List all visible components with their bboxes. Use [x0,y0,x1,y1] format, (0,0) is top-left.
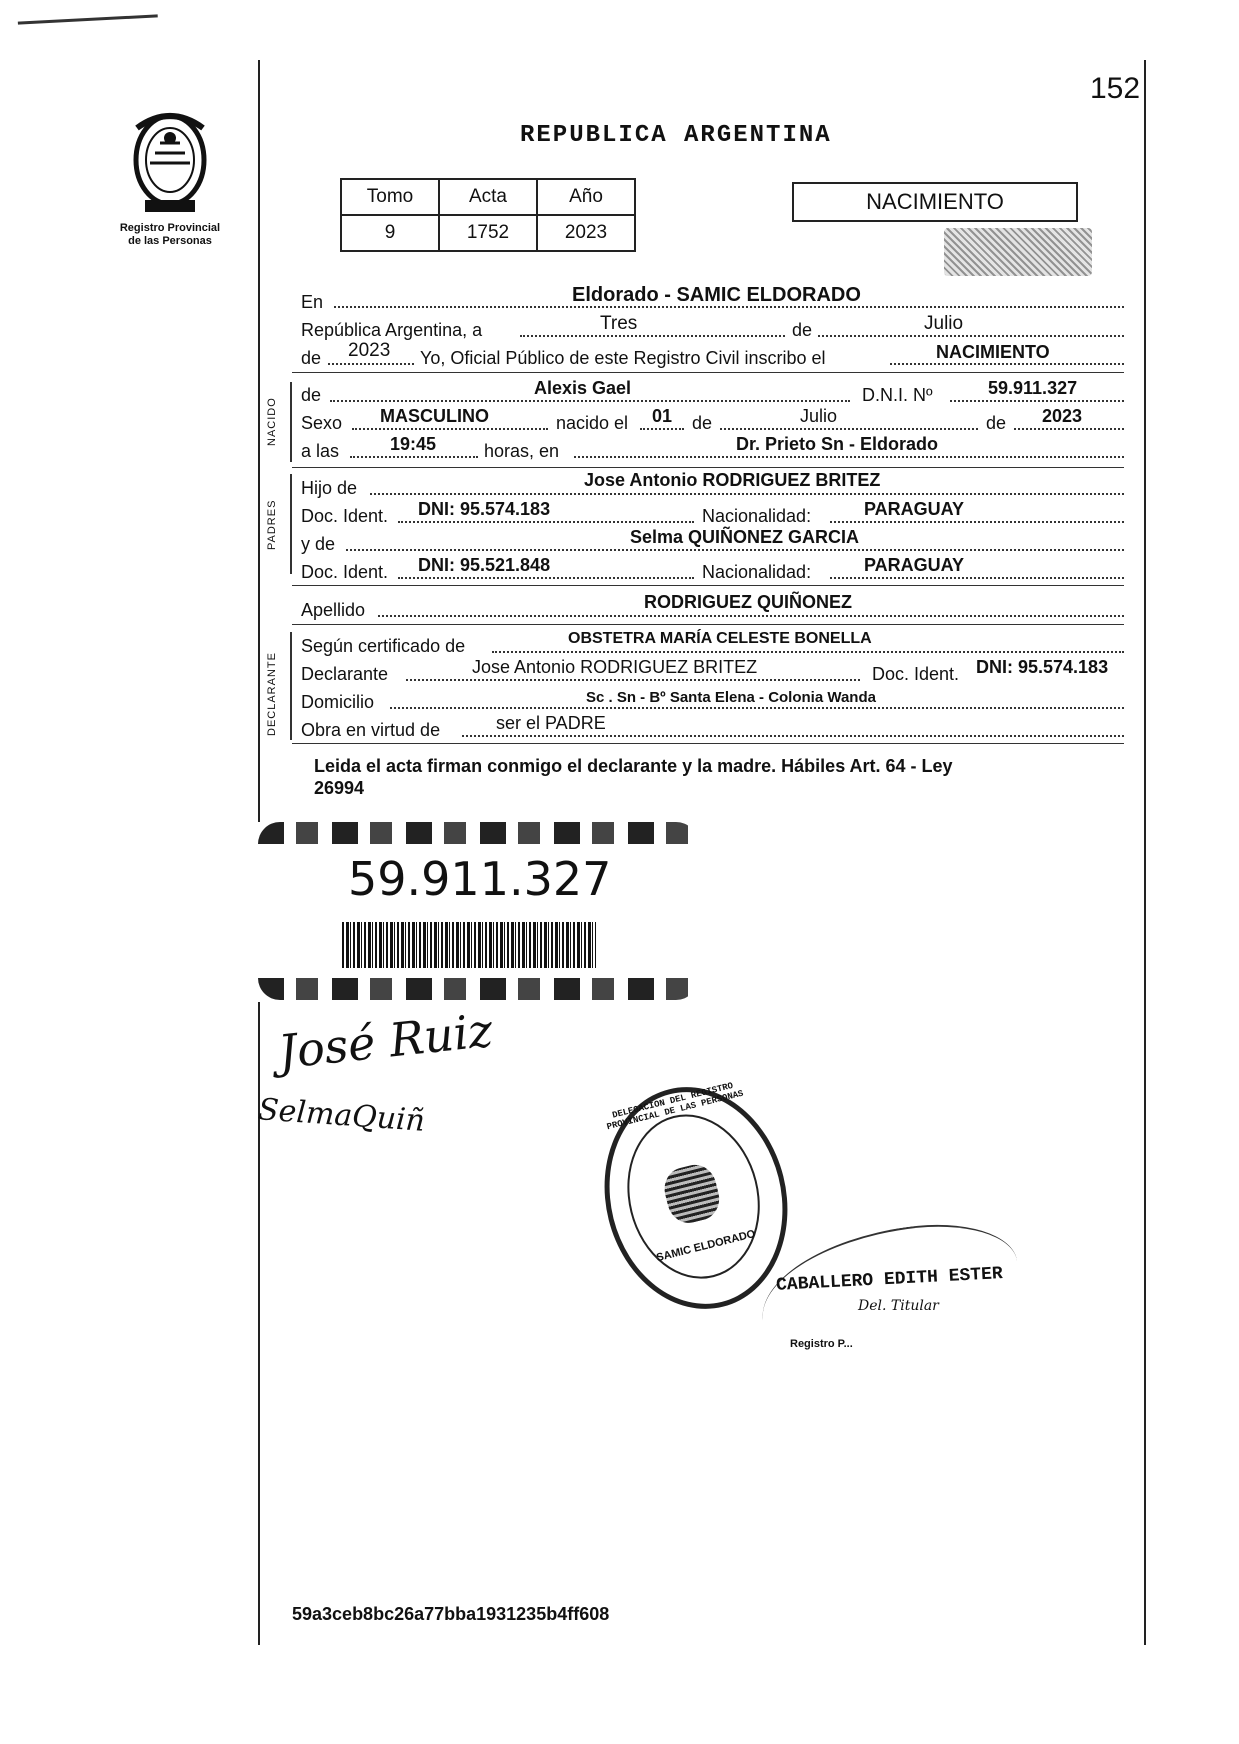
officer-name: CABALLERO EDITH ESTER [775,1264,1004,1296]
register-value-tomo: 9 [341,215,439,251]
label-nacido-el: nacido el [556,413,629,433]
dotline [720,428,978,430]
birth-time: 19:45 [390,434,437,454]
section-bracket [290,474,292,574]
father-name: Jose Antonio RODRIGUEZ BRITEZ [584,470,881,490]
label-de: de [692,413,713,433]
dotline [350,456,478,458]
father-signature: José Ruiz [275,1002,496,1080]
dotline [492,651,1124,653]
mother-nationality: PARAGUAY [864,555,965,575]
registration-act: NACIMIENTO [936,342,1050,362]
barcode-icon [342,922,596,968]
surname-value: RODRIGUEZ QUIÑONEZ [644,592,853,612]
label-doc-ident: Doc. Ident. [872,664,960,684]
declarant-doc: DNI: 95.574.183 [976,657,1109,677]
label-hijo-de: Hijo de [301,478,358,498]
sticker-wave-top [258,822,698,844]
section-label-declarante: DECLARANTE [266,652,278,736]
birth-location: Dr. Prieto Sn - Eldorado [736,434,939,454]
dotline [398,521,694,523]
dotline [574,456,1124,458]
register-value-row [341,215,635,251]
dotline [406,679,860,681]
dotline [950,400,1124,402]
place-value: Eldorado - SAMIC ELDORADO [572,284,861,306]
dotline [520,335,785,337]
sticker-wave-bottom [258,978,698,1000]
father-doc: DNI: 95.574.183 [418,499,551,519]
child-sex: MASCULINO [380,406,489,426]
dotline [370,493,1124,495]
register-header-row [341,179,635,215]
father-nationality: PARAGUAY [864,499,965,519]
section-divider [292,372,1124,373]
statement-text: Yo, Oficial Público de este Registro Civil inscribo el [420,348,826,368]
dotline [398,577,694,579]
label-country: República Argentina, a [301,320,483,340]
register-header-anio: Año [537,179,635,215]
birth-day: 01 [652,406,673,426]
registration-day: Tres [600,313,638,334]
dotline [352,428,548,430]
section-divider [292,467,1124,468]
act-type-box [792,182,1078,222]
label-obra-en-virtud: Obra en virtud de [301,720,441,740]
dotline [890,363,1124,365]
mother-name: Selma QUIÑONEZ GARCIA [630,527,860,547]
mother-doc: DNI: 95.521.848 [418,555,551,575]
label-dni: D.N.I. Nº [862,385,933,405]
top-scan-mark [18,14,158,32]
right-margin-line [1144,60,1146,1645]
dotline [378,615,1124,617]
section-label-padres: PADRES [266,499,278,550]
label-declarante: Declarante [301,664,389,684]
label-de: de [986,413,1007,433]
declarant-reason: ser el PADRE [496,713,606,733]
label-segun-certificado: Según certificado de [301,636,466,656]
document-hash: 59a3ceb8bc26a77bba1931235b4ff608 [292,1604,610,1624]
registry-name-line1: Registro Provincial [119,222,221,234]
label-en: En [301,292,324,312]
closing-line1: Leida el acta firman conmigo el declarante y la madre. Hábiles Art. 64 - Ley [314,756,953,776]
document-title: REPUBLICA ARGENTINA [520,122,832,149]
section-bracket [290,632,292,740]
dotline [1014,428,1124,430]
label-apellido: Apellido [301,600,366,620]
register-value-anio: 2023 [537,215,635,251]
security-hologram-icon [944,228,1092,276]
act-type-label: NACIMIENTO [866,189,1004,214]
label-a-las: a las [301,441,340,461]
declarant-address: Sc . Sn - Bº Santa Elena - Colonia Wanda [586,689,876,706]
label-domicilio: Domicilio [301,692,375,712]
stamp-center-text: SAMIC ELDORADO [655,1227,757,1265]
register-table [340,178,636,252]
section-divider [292,743,1124,744]
birth-year: 2023 [1042,406,1083,426]
certificate-issuer: OBSTETRA MARÍA CELESTE BONELLA [568,630,872,647]
section-divider [292,624,1124,625]
register-value-acta: 1752 [439,215,537,251]
registration-month: Julio [924,313,964,334]
label-y-de: y de [301,534,336,554]
label-de: de [301,385,322,405]
stamp-outer-text: DELEGACION DEL REGISTRO PROVINCIAL DE LAS PERSONAS [605,1080,745,1133]
dotline [462,735,1124,737]
declarant-name: Jose Antonio RODRIGUEZ BRITEZ [472,657,758,677]
dotline [328,363,414,365]
dotline [818,335,1124,337]
section-divider [292,585,1124,586]
mother-signature: SelmaQuiñ [256,1092,427,1139]
label-nacionalidad: Nacionalidad: [702,562,812,582]
dotline [830,577,1124,579]
dotline [390,707,1124,709]
label-doc-ident: Doc. Ident. [301,562,389,582]
child-dni: 59.911.327 [988,378,1078,398]
closing-line2: 26994 [314,778,365,798]
dotline [830,521,1124,523]
label-year: de [301,348,322,368]
label-nacionalidad: Nacionalidad: [702,506,812,526]
register-header-acta: Acta [439,179,537,215]
register-header-tomo: Tomo [341,179,439,215]
label-de: de [792,320,813,340]
dotline [330,400,850,402]
officer-registry: Registro P... [790,1338,853,1350]
birth-month: Julio [800,406,838,426]
section-label-nacido: NACIDO [266,397,278,446]
dotline [346,549,1124,551]
registry-name-line2: de las Personas [128,235,212,247]
section-bracket [290,382,292,462]
child-name: Alexis Gael [534,378,632,398]
label-horas-en: horas, en [484,441,560,461]
sticker-dni-number: 59.911.327 [348,852,612,906]
label-sexo: Sexo [301,413,343,433]
dni-sticker [258,822,698,1002]
page-number: 152 [1090,72,1141,105]
dotline [640,428,684,430]
province-seal-icon [125,108,215,218]
officer-title: Del. Titular [858,1298,939,1314]
label-doc-ident: Doc. Ident. [301,506,389,526]
registration-year: 2023 [348,340,391,361]
